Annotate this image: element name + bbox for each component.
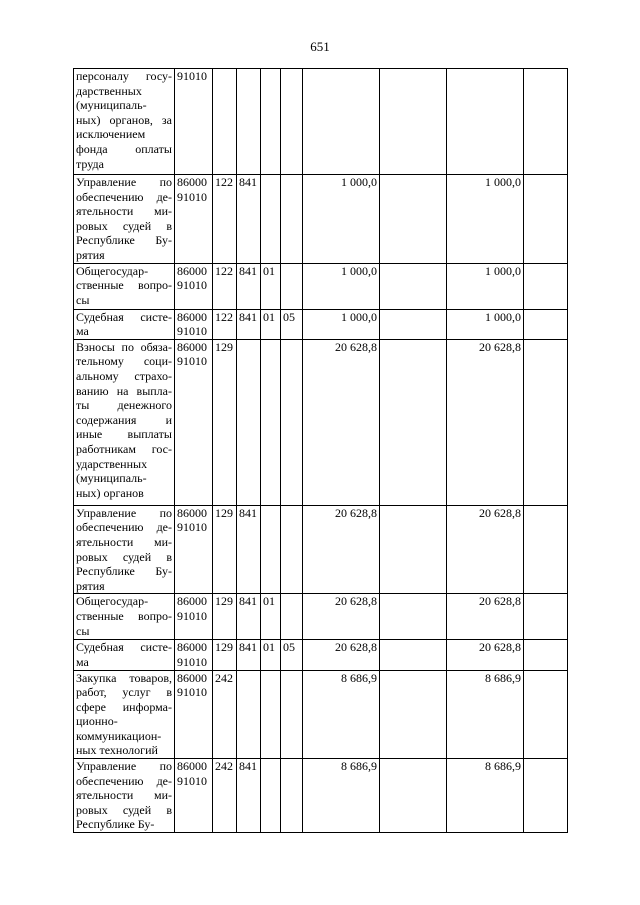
- cell-target-article: 91010: [175, 69, 213, 175]
- row-name-line: персоналу госу-: [76, 69, 172, 83]
- cell-amount-2: [380, 175, 447, 264]
- row-name-line: труда: [76, 156, 104, 171]
- cell-ministry-code: 841: [237, 175, 261, 264]
- cell-amount-2: [380, 759, 447, 833]
- row-name-line: (муниципаль-: [76, 98, 147, 113]
- cell-amount-3: 20 628,8: [447, 339, 524, 505]
- row-name-line: рятия: [76, 578, 105, 593]
- row-name-line: ты денежного: [76, 398, 172, 413]
- row-name-line: Управление по: [76, 175, 172, 189]
- table-row: [74, 594, 568, 640]
- cell-target-article: 86000 91010: [175, 670, 213, 759]
- cell-section: 01: [261, 309, 281, 339]
- row-name-line: Республике Бу-: [76, 564, 172, 579]
- cell-amount-1: 20 628,8: [303, 594, 380, 640]
- cell-amount-1: 20 628,8: [303, 505, 380, 594]
- cell-subsection: [281, 594, 303, 640]
- row-name: [74, 175, 175, 264]
- row-name-line: обеспечению де-: [76, 520, 172, 535]
- table-body: [74, 69, 568, 833]
- cell-target-article: 86000 91010: [175, 759, 213, 833]
- cell-section: [261, 175, 281, 264]
- table-row: [74, 309, 568, 339]
- table-row: [74, 69, 568, 175]
- cell-amount-1: 20 628,8: [303, 640, 380, 670]
- cell-subsection: 05: [281, 309, 303, 339]
- row-name-line: работникам гос-: [76, 441, 172, 456]
- row-name-line: обеспечению де-: [76, 773, 172, 788]
- cell-amount-2: [380, 309, 447, 339]
- cell-amount-4: [524, 759, 568, 833]
- row-name-line: ровых судей в: [76, 802, 172, 817]
- cell-subsection: 05: [281, 640, 303, 670]
- row-name-line: ятельности ми-: [76, 534, 172, 549]
- row-name-line: ванию на выпла-: [76, 383, 172, 398]
- cell-amount-2: [380, 339, 447, 505]
- row-name-line: Закупка товаров,: [76, 670, 172, 685]
- row-name-line: сы: [76, 623, 90, 638]
- row-name-line: Республике Бу-: [76, 233, 172, 248]
- row-name: [74, 69, 175, 175]
- page-number: 651: [310, 39, 330, 54]
- cell-subsection: [281, 339, 303, 505]
- cell-section: 01: [261, 640, 281, 670]
- row-name: [74, 263, 175, 309]
- cell-subsection: [281, 670, 303, 759]
- row-name-line: Взносы по обяза-: [76, 339, 172, 354]
- row-name-line: работ, услуг в: [76, 685, 172, 700]
- cell-amount-4: [524, 175, 568, 264]
- cell-amount-4: [524, 339, 568, 505]
- row-name-line: сы: [76, 292, 90, 307]
- row-name-line: дарственных: [76, 83, 142, 98]
- row-name-line: ционно-: [76, 714, 118, 729]
- cell-amount-1: 1 000,0: [303, 309, 380, 339]
- cell-amount-4: [524, 594, 568, 640]
- cell-section: 01: [261, 263, 281, 309]
- budget-table: [73, 68, 568, 833]
- row-name-line: ственные вопро-: [76, 608, 172, 623]
- row-name-line: Управление по: [76, 759, 172, 774]
- row-name-line: иные выплаты: [76, 427, 172, 442]
- cell-ministry-code: [237, 69, 261, 175]
- table-row: [74, 759, 568, 833]
- row-name: [74, 594, 175, 640]
- cell-ministry-code: 841: [237, 759, 261, 833]
- cell-expense-type: 122: [213, 263, 237, 309]
- cell-target-article: 86000 91010: [175, 175, 213, 264]
- cell-amount-2: [380, 263, 447, 309]
- cell-amount-3: 20 628,8: [447, 594, 524, 640]
- cell-expense-type: 242: [213, 759, 237, 833]
- row-name-line: исключением: [76, 127, 146, 142]
- row-name: [74, 505, 175, 594]
- cell-amount-2: [380, 69, 447, 175]
- row-name: [74, 640, 175, 670]
- row-name-line: Судебная систе-: [76, 640, 172, 655]
- table-row: [74, 640, 568, 670]
- row-name: [74, 309, 175, 339]
- cell-amount-3: 1 000,0: [447, 309, 524, 339]
- row-name-line: Управление по: [76, 505, 172, 520]
- row-name-line: ятельности ми-: [76, 204, 172, 219]
- row-name-line: (муниципаль-: [76, 471, 147, 486]
- cell-ministry-code: [237, 339, 261, 505]
- cell-amount-3: [447, 69, 524, 175]
- row-name-line: ма: [76, 324, 89, 339]
- cell-amount-3: 20 628,8: [447, 640, 524, 670]
- cell-ministry-code: 841: [237, 309, 261, 339]
- row-name-line: ровых судей в: [76, 218, 172, 233]
- cell-section: [261, 670, 281, 759]
- table-row: [74, 175, 568, 264]
- cell-amount-4: [524, 670, 568, 759]
- cell-expense-type: 129: [213, 339, 237, 505]
- cell-ministry-code: [237, 670, 261, 759]
- row-name: [74, 670, 175, 759]
- table-row: [74, 263, 568, 309]
- cell-section: [261, 339, 281, 505]
- cell-subsection: [281, 175, 303, 264]
- cell-amount-4: [524, 263, 568, 309]
- cell-section: [261, 505, 281, 594]
- cell-section: [261, 759, 281, 833]
- cell-target-article: 86000 91010: [175, 505, 213, 594]
- cell-subsection: [281, 505, 303, 594]
- row-name-line: альному страхо-: [76, 368, 172, 383]
- cell-amount-1: [303, 69, 380, 175]
- cell-amount-3: 1 000,0: [447, 175, 524, 264]
- cell-expense-type: 122: [213, 175, 237, 264]
- cell-target-article: 86000 91010: [175, 594, 213, 640]
- cell-amount-2: [380, 670, 447, 759]
- cell-amount-3: 1 000,0: [447, 263, 524, 309]
- cell-amount-1: 1 000,0: [303, 175, 380, 264]
- row-name-line: ровых судей в: [76, 549, 172, 564]
- cell-ministry-code: 841: [237, 640, 261, 670]
- row-name-line: сфере информа-: [76, 699, 172, 714]
- row-name: [74, 339, 175, 505]
- row-name-line: содержания и: [76, 412, 172, 427]
- cell-amount-4: [524, 309, 568, 339]
- cell-amount-4: [524, 640, 568, 670]
- cell-amount-1: 20 628,8: [303, 339, 380, 505]
- row-name-line: ударственных: [76, 456, 148, 471]
- cell-subsection: [281, 759, 303, 833]
- row-name-line: ных) органов, за: [76, 112, 172, 127]
- cell-amount-2: [380, 594, 447, 640]
- cell-ministry-code: 841: [237, 263, 261, 309]
- table-row: [74, 505, 568, 594]
- row-name-line: Республике Бу-: [76, 817, 155, 832]
- row-name-line: тельному соци-: [76, 354, 172, 369]
- cell-expense-type: 129: [213, 505, 237, 594]
- cell-amount-3: 20 628,8: [447, 505, 524, 594]
- cell-section: [261, 69, 281, 175]
- cell-expense-type: 129: [213, 594, 237, 640]
- row-name-line: ных) органов: [76, 485, 144, 500]
- row-name-line: ных технологий: [76, 743, 158, 758]
- row-name-line: фонда оплаты: [76, 141, 172, 156]
- row-name-line: Судебная систе-: [76, 309, 172, 324]
- cell-amount-3: 8 686,9: [447, 759, 524, 833]
- table-row: [74, 670, 568, 759]
- cell-target-article: 86000 91010: [175, 309, 213, 339]
- cell-expense-type: 122: [213, 309, 237, 339]
- row-name-line: ственные вопро-: [76, 278, 172, 293]
- cell-amount-4: [524, 69, 568, 175]
- cell-expense-type: 242: [213, 670, 237, 759]
- cell-ministry-code: 841: [237, 594, 261, 640]
- cell-amount-4: [524, 505, 568, 594]
- cell-target-article: 86000 91010: [175, 263, 213, 309]
- row-name-line: ма: [76, 654, 89, 669]
- row-name-line: обеспечению де-: [76, 189, 172, 204]
- row-name-line: рятия: [76, 247, 105, 262]
- cell-amount-1: 1 000,0: [303, 263, 380, 309]
- cell-amount-2: [380, 640, 447, 670]
- row-name-line: коммуникацион-: [76, 728, 162, 743]
- cell-target-article: 86000 91010: [175, 640, 213, 670]
- cell-subsection: [281, 263, 303, 309]
- cell-subsection: [281, 69, 303, 175]
- row-name-line: Общегосудар-: [76, 594, 149, 609]
- row-name-line: ятельности ми-: [76, 788, 172, 803]
- cell-ministry-code: 841: [237, 505, 261, 594]
- cell-amount-2: [380, 505, 447, 594]
- cell-amount-1: 8 686,9: [303, 670, 380, 759]
- cell-expense-type: [213, 69, 237, 175]
- cell-expense-type: 129: [213, 640, 237, 670]
- cell-amount-1: 8 686,9: [303, 759, 380, 833]
- row-name: [74, 759, 175, 833]
- row-name-line: Общегосудар-: [76, 263, 149, 278]
- table-row: [74, 339, 568, 505]
- cell-section: 01: [261, 594, 281, 640]
- cell-target-article: 86000 91010: [175, 339, 213, 505]
- cell-amount-3: 8 686,9: [447, 670, 524, 759]
